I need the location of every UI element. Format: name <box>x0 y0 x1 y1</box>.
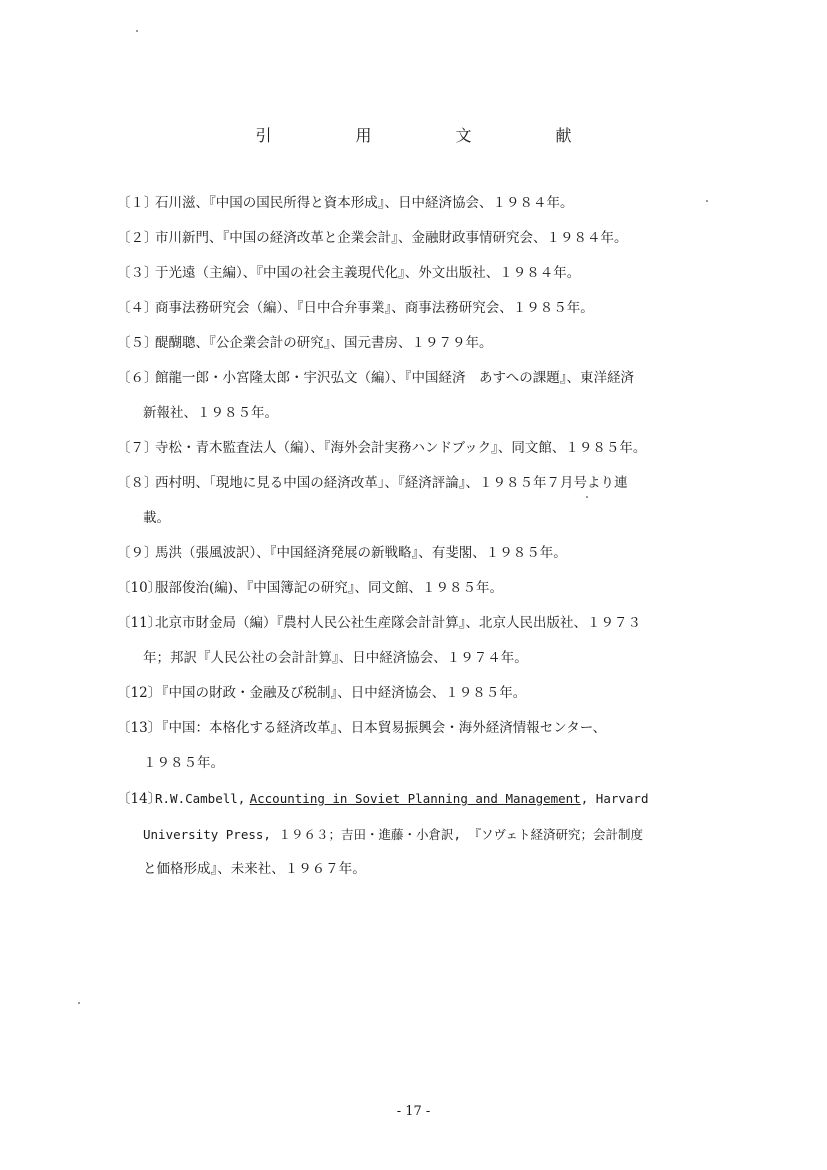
reference-item <box>117 256 757 291</box>
reference-number: 〔３〕 <box>117 265 158 281</box>
reference-author: R.W.Cambell, <box>155 791 246 806</box>
reference-item <box>117 606 757 676</box>
reference-item <box>117 466 757 536</box>
reference-number: 〔14〕 <box>117 791 162 807</box>
page-number: - 17 - <box>396 1104 431 1119</box>
reference-item <box>117 326 757 361</box>
reference-item <box>117 221 757 256</box>
reference-text: 馬洪（張風波訳）、『中国経済発展の新戦略』、有斐閣、１９８５年。 <box>155 545 567 561</box>
scan-speck <box>78 1002 80 1004</box>
scan-speck <box>586 496 588 498</box>
page-title: 引 用 文 献 <box>255 126 606 145</box>
reference-number: 〔６〕 <box>117 370 158 386</box>
reference-text: 西村明、「現地に見る中国の経済改革」、『経済評論』、１９８５年７月号より連 <box>155 475 628 491</box>
reference-number: 〔２〕 <box>117 230 158 246</box>
reference-number: 〔13〕 <box>117 720 162 736</box>
reference-text-continued: University Press, １９６３；吉田・進藤・小倉訳, 『ソヴェト経済研究；会計制度 <box>143 827 644 842</box>
reference-book-title: Accounting in Soviet Planning and Management <box>249 791 581 806</box>
reference-number: 〔７〕 <box>117 440 158 456</box>
reference-text: 于光遠（主編）、『中国の社会主義現代化』、外文出版社、１９８４年。 <box>155 265 581 281</box>
reference-number: 〔12〕 <box>117 685 162 701</box>
reference-text: 服部俊治(編)、『中国簿記の研究』、同文館、１９８５年。 <box>155 580 504 596</box>
scan-speck <box>136 30 138 32</box>
reference-text: 醍醐聰、『公企業会計の研究』、国元書房、１９７９年。 <box>155 335 493 351</box>
reference-item <box>117 571 757 606</box>
reference-item <box>117 186 757 221</box>
reference-item <box>117 711 757 781</box>
reference-text-continued: 新報社、１９８５年。 <box>143 405 278 421</box>
reference-text-continued: 年；邦訳『人民公社の会計計算』、日中経済協会、１９７４年。 <box>143 650 528 666</box>
reference-item <box>117 361 757 431</box>
reference-text: 北京市財金局（編）『農村人民公社生産隊会計計算』、北京人民出版社、１９７３ <box>155 615 641 631</box>
reference-text-continued: と価格形成』、未来社、１９６７年。 <box>143 861 366 877</box>
reference-number: 〔９〕 <box>117 545 158 561</box>
reference-item <box>117 431 757 466</box>
reference-text: 石川滋、『中国の国民所得と資本形成』、日中経済協会、１９８４年。 <box>155 195 574 211</box>
reference-number: 〔８〕 <box>117 475 158 491</box>
reference-text: 寺松・青木監査法人（編）、『海外会計実務ハンドブック』、同文館、１９８５年。 <box>155 440 647 456</box>
reference-number: 〔５〕 <box>117 335 158 351</box>
reference-text: 『中国：本格化する経済改革』、日本貿易振興会・海外経済情報センター、 <box>155 720 607 736</box>
reference-list <box>117 186 757 887</box>
reference-text: 商事法務研究会（編）、『日中合弁事業』、商事法務研究会、１９８５年。 <box>155 300 594 316</box>
reference-text-continued: 載。 <box>143 510 170 526</box>
reference-text: 『中国の財政・金融及び税制』、日中経済協会、１９８５年。 <box>155 685 527 701</box>
reference-item <box>117 676 757 711</box>
scan-speck <box>706 200 708 202</box>
reference-number: 〔10〕 <box>117 580 162 596</box>
reference-publisher: , Harvard <box>580 791 649 806</box>
reference-text: 市川新門、『中国の経済改革と企業会計』、金融財政事情研究会、１９８４年。 <box>155 230 628 246</box>
reference-text-continued: １９８５年。 <box>143 755 224 771</box>
reference-item <box>117 781 757 887</box>
reference-item <box>117 291 757 326</box>
reference-number: 〔４〕 <box>117 300 158 316</box>
reference-number: 〔11〕 <box>117 615 162 631</box>
reference-text: 館龍一郎・小宮隆太郎・宇沢弘文（編）、『中国経済 あすへの課題』、東洋経済 <box>155 370 634 386</box>
reference-item <box>117 536 757 571</box>
reference-number: 〔１〕 <box>117 195 158 211</box>
